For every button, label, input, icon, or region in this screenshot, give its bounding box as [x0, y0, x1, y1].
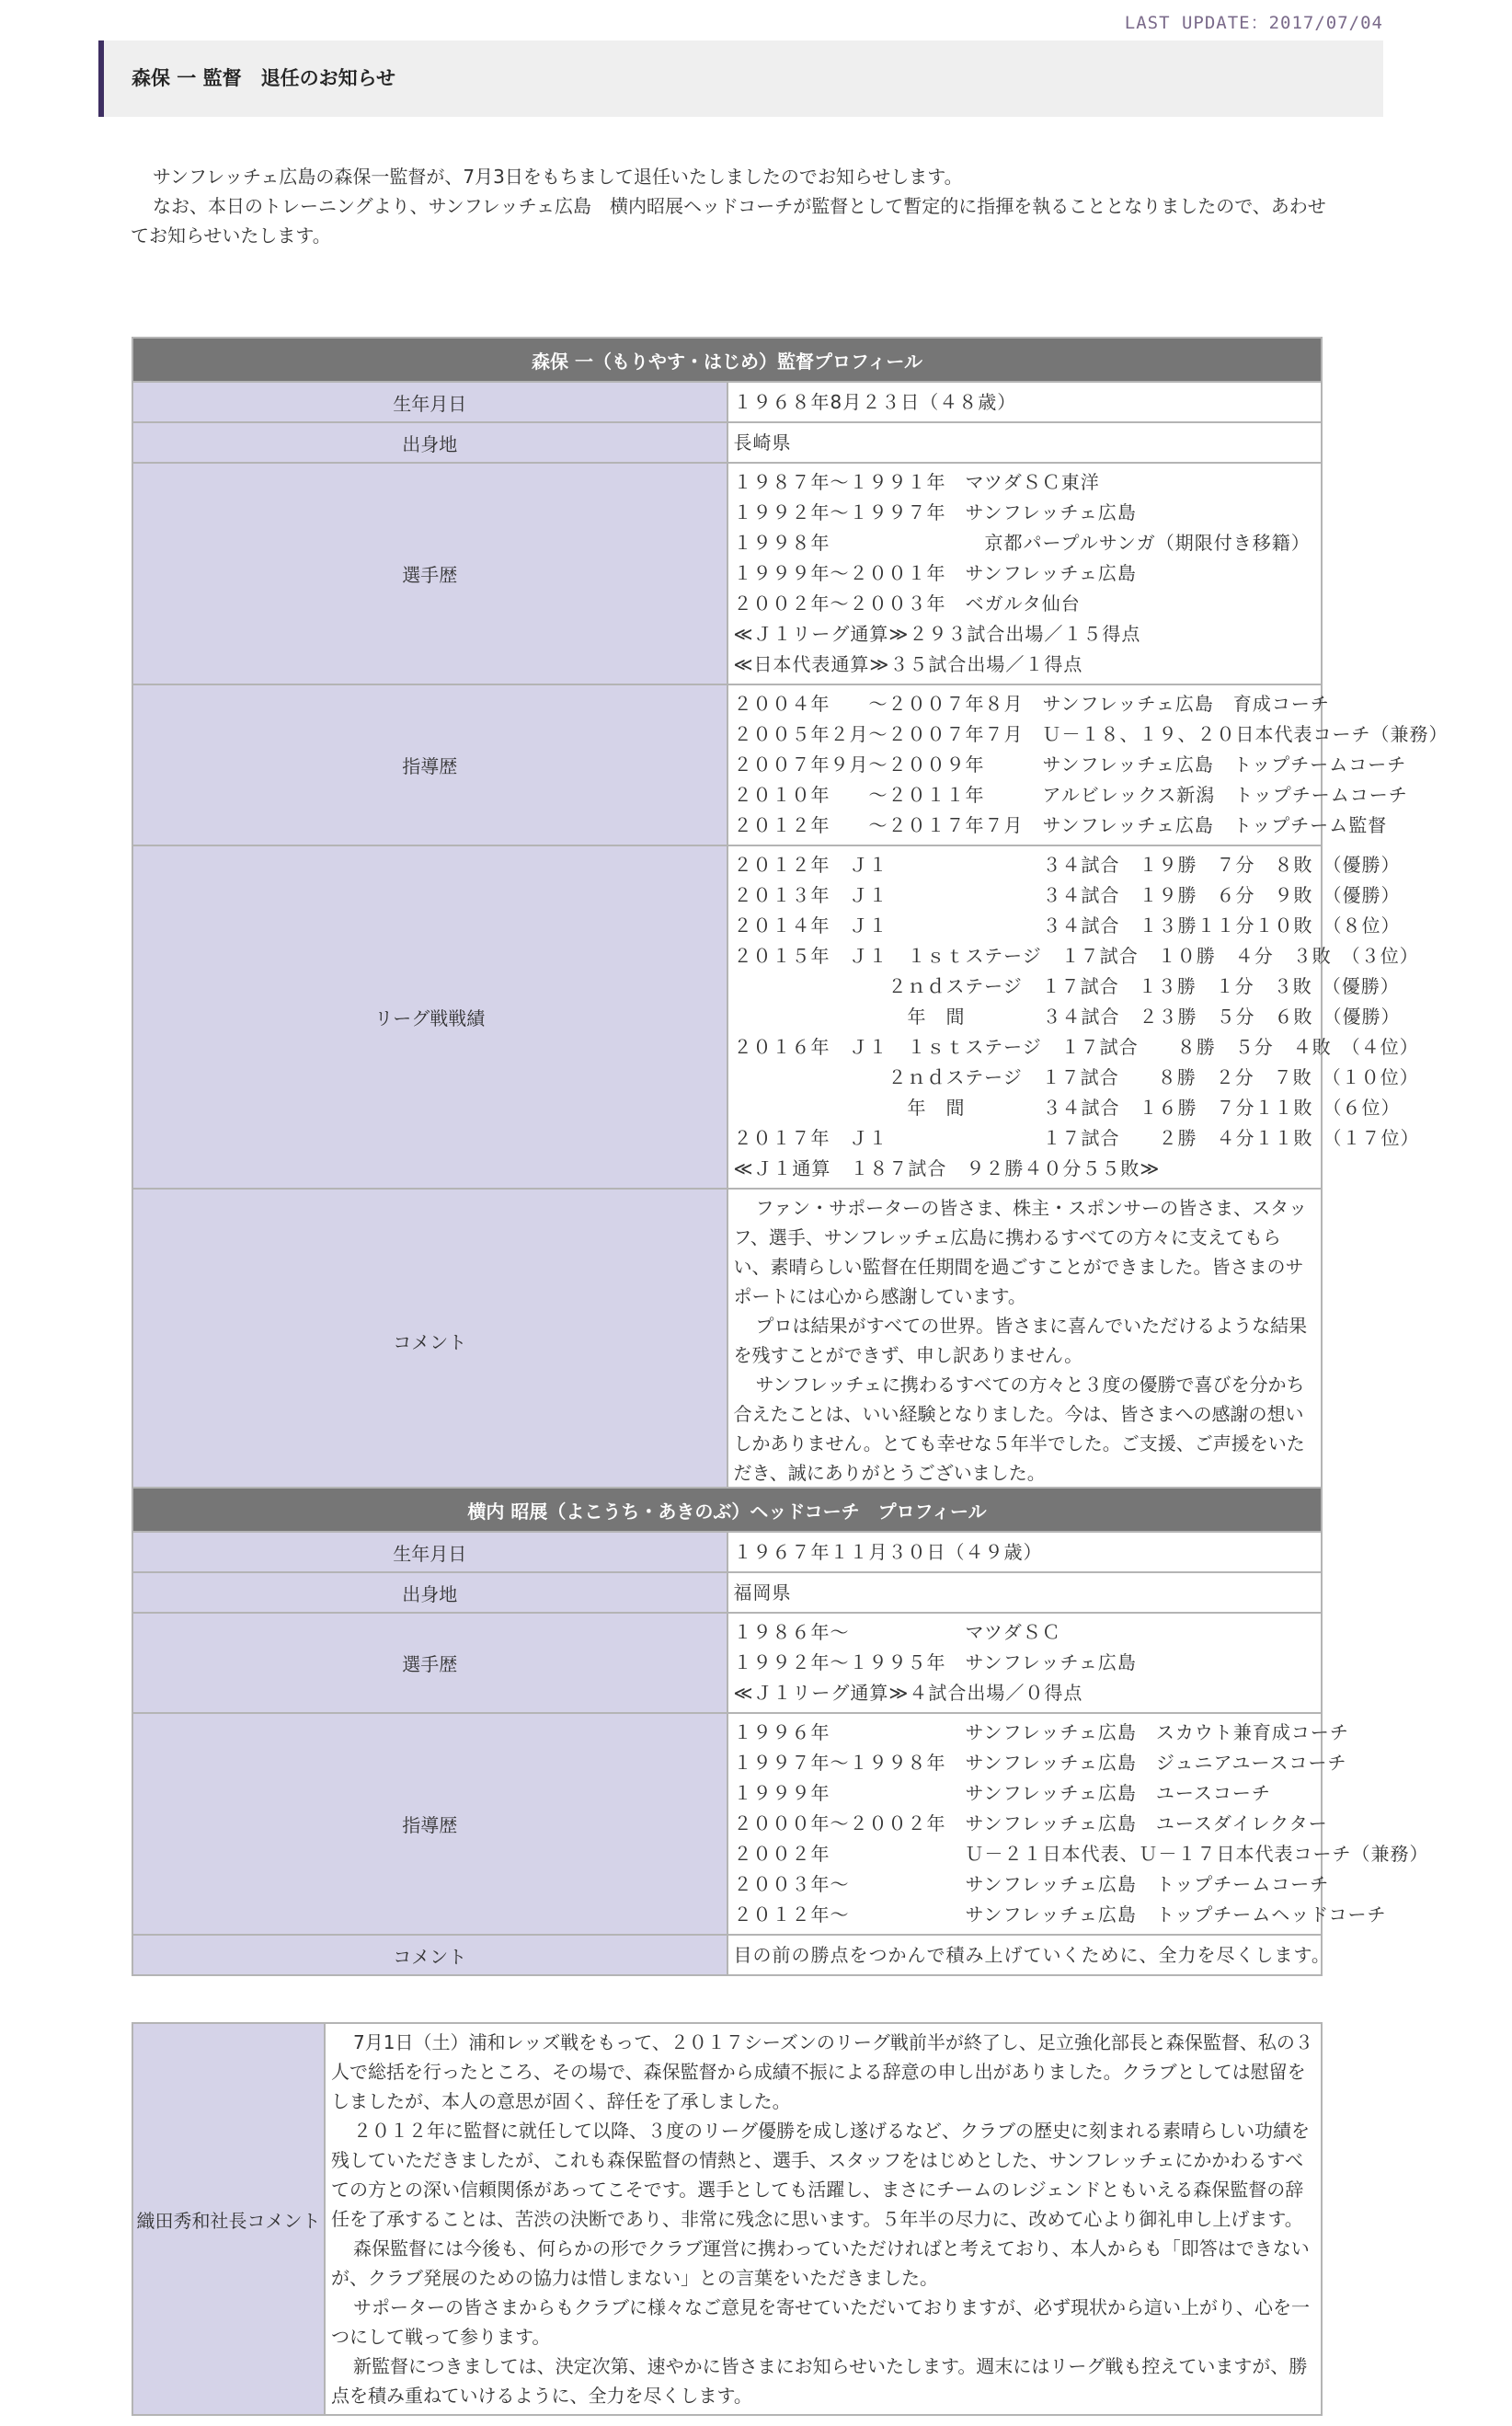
- comment-paragraph: ファン・サポーターの皆さま、株主・スポンサーの皆さま、スタッフ、選手、サンフレッチェ広島に携わるすべての方々に支えてもらい、素晴らしい監督在任期間を過ごすことができました。皆さまのサポートには心から感謝しています。: [733, 1197, 1308, 1307]
- hometown-value: 福岡県: [727, 1572, 1323, 1613]
- row-label: リーグ戦戦績: [132, 845, 727, 1189]
- title-bar: [98, 40, 1383, 117]
- row-label: 生年月日: [132, 382, 727, 422]
- coach-history: １９９６年 サンフレッチェ広島 スカウト兼育成コーチ １９９７年～１９９８年 サンフレッチェ広島 ジュニアユースコーチ １９９９年 サンフレッチェ広島 ユースコーチ ２０００年～２００２年 サンフレッチェ広島 ユースダイレクター ２００２年 Ｕ－２１日本代表、Ｕ－１７日本代表コーチ（兼務） ２００３年～ サンフレッチェ広島 トップチームコーチ ２０１２年～ サンフレッチェ広島 トップチームヘッドコーチ: [727, 1713, 1323, 1935]
- row-label: 選手歴: [132, 1613, 727, 1713]
- table-heading: 横内 昭展（よこうち・あきのぶ）ヘッドコーチ プロフィール: [132, 1488, 1322, 1532]
- yokouchi-profile-table: [132, 1487, 1429, 1976]
- birth-value: １９６７年１１月３０日（４９歳）: [727, 1532, 1323, 1572]
- league-record: ２０１２年 Ｊ１ ３４試合 １９勝 ７分 ８敗 （優勝） ２０１３年 Ｊ１ ３４試合 １９勝 ６分 ９敗 （優勝） ２０１４年 Ｊ１ ３４試合 １３勝１１分１０敗 （８位） ２０１５年 Ｊ１ １ｓｔステージ １７試合 １０勝 ４分 ３敗 （３位） ２ｎｄステージ １７試合 １３勝 １分 ３敗 （優勝） 年 間 ３４試合 ２３勝 ５分 ６敗 （優勝） ２０１６年 Ｊ１ １ｓｔステージ １７試合 ８勝 ５分 ４敗 （４位） ２ｎｄステージ １７試合 ８勝 ２分 ７敗 （１０位） 年 間 ３４試合 １６勝 ７分１１敗 （６位） ２０１７年 Ｊ１ １７試合 ２勝 ４分１１敗 （１７位） ≪Ｊ１通算 １８７試合 ９２勝４０分５５敗≫: [727, 845, 1323, 1189]
- row-label: 指導歴: [132, 684, 727, 845]
- comment-text: 目の前の勝点をつかんで積み上げていくために、全力を尽くします。: [727, 1935, 1323, 1975]
- intro-text: [131, 162, 1326, 250]
- president-comment-table: [132, 2022, 1323, 2416]
- player-history: １９８６年～ マツダＳＣ １９９２年～１９９５年 サンフレッチェ広島 ≪Ｊ１リーグ通算≫４試合出場／０得点: [727, 1613, 1323, 1713]
- intro-paragraph: サンフレッチェ広島の森保一監督が、7月3日をもちまして退任いたしましたのでお知らせします。: [153, 166, 963, 188]
- row-label: 出身地: [132, 1572, 727, 1613]
- page-title: 森保 一 監督 退任のお知らせ: [132, 67, 395, 89]
- table-heading: 森保 一（もりやす・はじめ）監督プロフィール: [132, 338, 1322, 382]
- comment-paragraph: 森保監督には今後も、何らかの形でクラブ運営に携わっていただければと考えており、本人からも「即答はできないが、クラブ発展のための協力は惜しまない」との言葉をいただきました。: [331, 2237, 1310, 2289]
- comment-paragraph: 7月1日（土）浦和レッズ戦をもって、２０１７シーズンのリーグ戦前半が終了し、足立強化部長と森保監督、私の３人で総括を行ったところ、その場で、森保監督から成績不振による辞意の申し出がありました。クラブとしては慰留をしましたが、本人の意思が固く、辞任を了承しました。: [331, 2031, 1313, 2112]
- row-label: 織田秀和社長コメント: [132, 2023, 325, 2415]
- row-label: コメント: [132, 1189, 727, 1492]
- moriyasu-profile-table: [132, 337, 1449, 1493]
- intro-paragraph: なお、本日のトレーニングより、サンフレッチェ広島 横内昭展ヘッドコーチが監督として暫定的に指揮を執ることとなりましたので、あわせてお知らせいたします。: [131, 195, 1326, 247]
- comment-text: [727, 1189, 1323, 1492]
- coach-history: ２００４年 ～２００７年８月 サンフレッチェ広島 育成コーチ ２００５年２月～２００７年７月 Ｕ－１８、１９、２０日本代表コーチ（兼務） ２００７年９月～２００９年 サンフレッチェ広島 トップチームコーチ ２０１０年 ～２０１１年 アルビレックス新潟 トップチームコーチ ２０１２年 ～２０１７年７月 サンフレッチェ広島 トップチーム監督: [727, 684, 1323, 845]
- player-history: １９８７年～１９９１年 マツダＳＣ東洋 １９９２年～１９９７年 サンフレッチェ広島 １９９８年 京都パープルサンガ（期限付き移籍） １９９９年～２００１年 サンフレッチェ広島 ２００２年～２００３年 ベガルタ仙台 ≪Ｊ１リーグ通算≫２９３試合出場／１５得点 ≪日本代表通算≫３５試合出場／１得点: [727, 463, 1323, 684]
- hometown-value: 長崎県: [727, 422, 1323, 463]
- row-label: コメント: [132, 1935, 727, 1975]
- comment-paragraph: 新監督につきましては、決定次第、速やかに皆さまにお知らせいたします。週末にはリーグ戦も控えていますが、勝点を積み重ねていけるように、全力を尽くします。: [331, 2355, 1308, 2407]
- president-comment-text: [325, 2023, 1322, 2415]
- comment-paragraph: サポーターの皆さまからもクラブに様々なご意見を寄せていただいておりますが、必ず現状から這い上がり、心を一つにして戦って参ります。: [331, 2296, 1310, 2348]
- row-label: 指導歴: [132, 1713, 727, 1935]
- row-label: 生年月日: [132, 1532, 727, 1572]
- comment-paragraph: プロは結果がすべての世界。皆さまに喜んでいただけるような結果を残すことができず、申し訳ありません。: [733, 1315, 1308, 1366]
- birth-value: １９６８年8月２３日（４８歳）: [727, 382, 1323, 422]
- comment-paragraph: ２０１２年に監督に就任して以降、３度のリーグ優勝を成し遂げるなど、クラブの歴史に刻まれる素晴らしい功績を残していただきましたが、これも森保監督の情熱と、選手、スタッフをはじめとした、サンフレッチェにかかわるすべての方との深い信頼関係があってこそです。選手としても活躍し、まさにチームのレジェンドともいえる森保監督の辞任を了承することは、苦渋の決断であり、非常に残念に思います。５年半の尽力に、改めて心より御礼申し上げます。: [331, 2120, 1310, 2230]
- row-label: 出身地: [132, 422, 727, 463]
- comment-paragraph: サンフレッチェに携わるすべての方々と３度の優勝で喜びを分かち合えたことは、いい経験となりました。今は、皆さまへの感謝の想いしかありません。とても幸せな５年半でした。ご支援、ご声援をいただき、誠にありがとうございました。: [733, 1374, 1305, 1484]
- row-label: 選手歴: [132, 463, 727, 684]
- last-update: LAST UPDATE：2017/07/04: [1124, 13, 1383, 33]
